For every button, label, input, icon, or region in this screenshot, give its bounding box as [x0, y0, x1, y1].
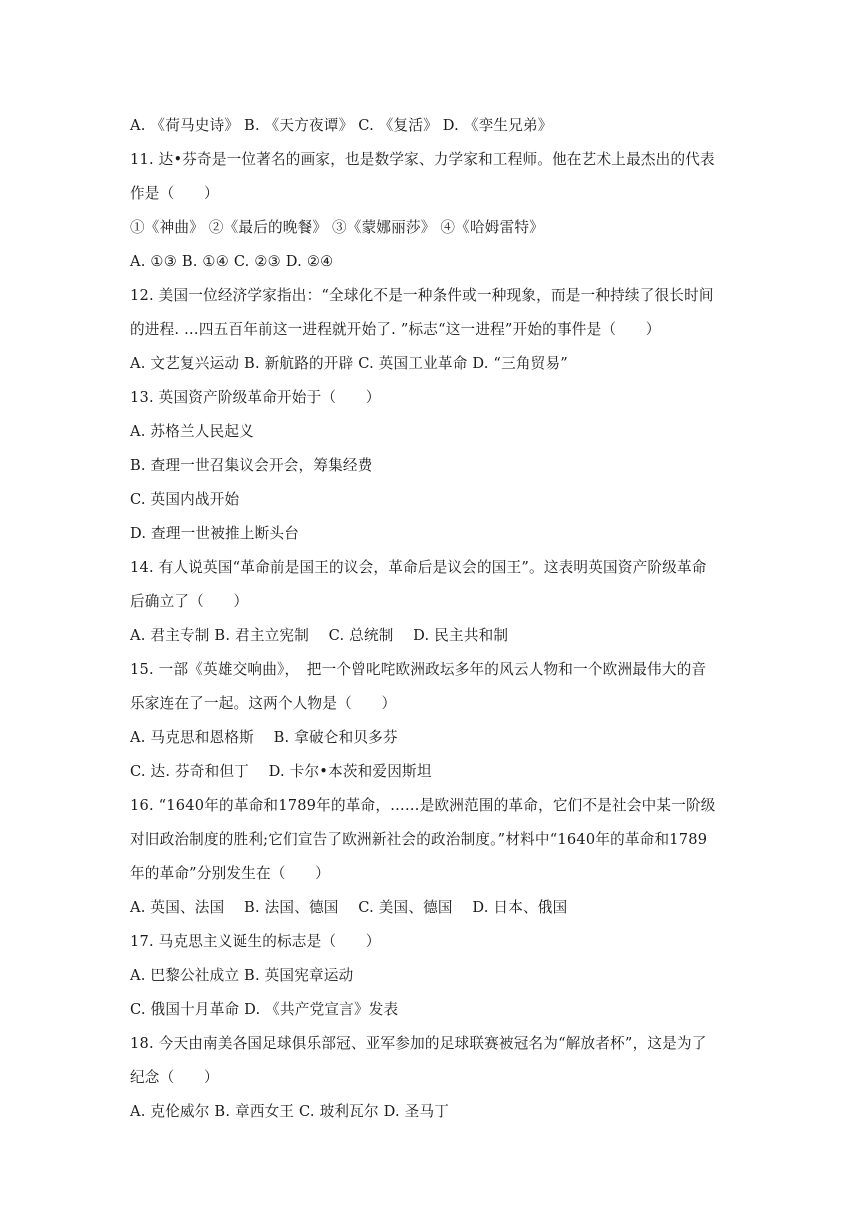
question-17-options-ab: A. 巴黎公社成立 B. 英国宪章运动 [130, 967, 354, 984]
question-12-stem-cont: 的进程. …四五百年前这一进程就开始了. ”标志“这一进程”开始的事件是（ ） [130, 321, 661, 338]
question-12-stem: 12. 美国一位经济学家指出：“全球化不是一种条件或一种现象，而是一种持续了很长时间 [130, 287, 714, 304]
question-14-options: A. 君主专制 B. 君主立宪制 C. 总统制 D. 民主共和制 [130, 627, 509, 644]
question-15-options-ab: A. 马克思和恩格斯 B. 拿破仑和贝多芬 [130, 729, 398, 746]
question-14-stem: 14. 有人说英国“革命前是国王的议会，革命后是议会的国王”。这表明英国资产阶级革命 [130, 559, 707, 576]
question-14-stem-cont: 后确立了（ ） [130, 593, 249, 610]
question-17-options-cd: C. 俄国十月革命 D. 《共产党宣言》发表 [130, 1001, 399, 1018]
question-16-options: A. 英国、法国 B. 法国、德国 C. 美国、德国 D. 日本、俄国 [130, 899, 568, 916]
option-line-q10: A. 《荷马史诗》 B. 《天方夜谭》 C. 《复活》 D. 《孪生兄弟》 [130, 117, 553, 134]
question-12-options: A. 文艺复兴运动 B. 新航路的开辟 C. 英国工业革命 D. “三角贸易” [130, 355, 568, 372]
question-18-stem-cont: 纪念（ ） [130, 1069, 219, 1086]
question-18-stem: 18. 今天由南美各国足球俱乐部冠、亚军参加的足球联赛被冠名为“解放者杯”，这是为了 [130, 1035, 707, 1052]
question-13-option-c: C. 英国内战开始 [130, 491, 240, 508]
question-13-option-a: A. 苏格兰人民起义 [130, 423, 254, 440]
question-16-stem-cont: 对旧政治制度的胜利;它们宣告了欧洲新社会的政治制度。”材料中“1640年的革命和1789 [130, 831, 708, 848]
question-18-options: A. 克伦威尔 B. 章西女王 C. 玻利瓦尔 D. 圣马丁 [130, 1103, 450, 1120]
question-15-options-cd: C. 达. 芬奇和但丁 D. 卡尔•本茨和爱因斯坦 [130, 763, 432, 780]
question-17-stem: 17. 马克思主义诞生的标志是（ ） [130, 933, 381, 950]
question-15-stem-cont: 乐家连在了一起。这两个人物是（ ） [130, 695, 397, 712]
question-16-stem-cont-2: 年的革命”分别发生在（ ） [130, 865, 330, 882]
question-11-stem-cont: 作是（ ） [130, 185, 219, 202]
question-11-items: ①《神曲》 ②《最后的晚餐》 ③《蒙娜丽莎》 ④《哈姆雷特》 [130, 219, 544, 236]
question-11-stem: 11. 达•芬奇是一位著名的画家，也是数学家、力学家和工程师。他在艺术上最杰出的代表 [130, 151, 715, 168]
question-13-stem: 13. 英国资产阶级革命开始于（ ） [130, 389, 381, 406]
question-13-option-d: D. 查理一世被推上断头台 [130, 525, 299, 542]
question-15-stem: 15. 一部《英雄交响曲》， 把一个曾叱咤欧洲政坛多年的风云人物和一个欧洲最伟大的音 [130, 661, 707, 678]
question-13-option-b: B. 查理一世召集议会开会，筹集经费 [130, 457, 373, 474]
question-16-stem: 16. “1640年的革命和1789年的革命，……是欧洲范围的革命，它们不是社会中某一阶级 [130, 797, 716, 814]
question-11-options: A. ①③ B. ①④ C. ②③ D. ②④ [130, 253, 334, 270]
